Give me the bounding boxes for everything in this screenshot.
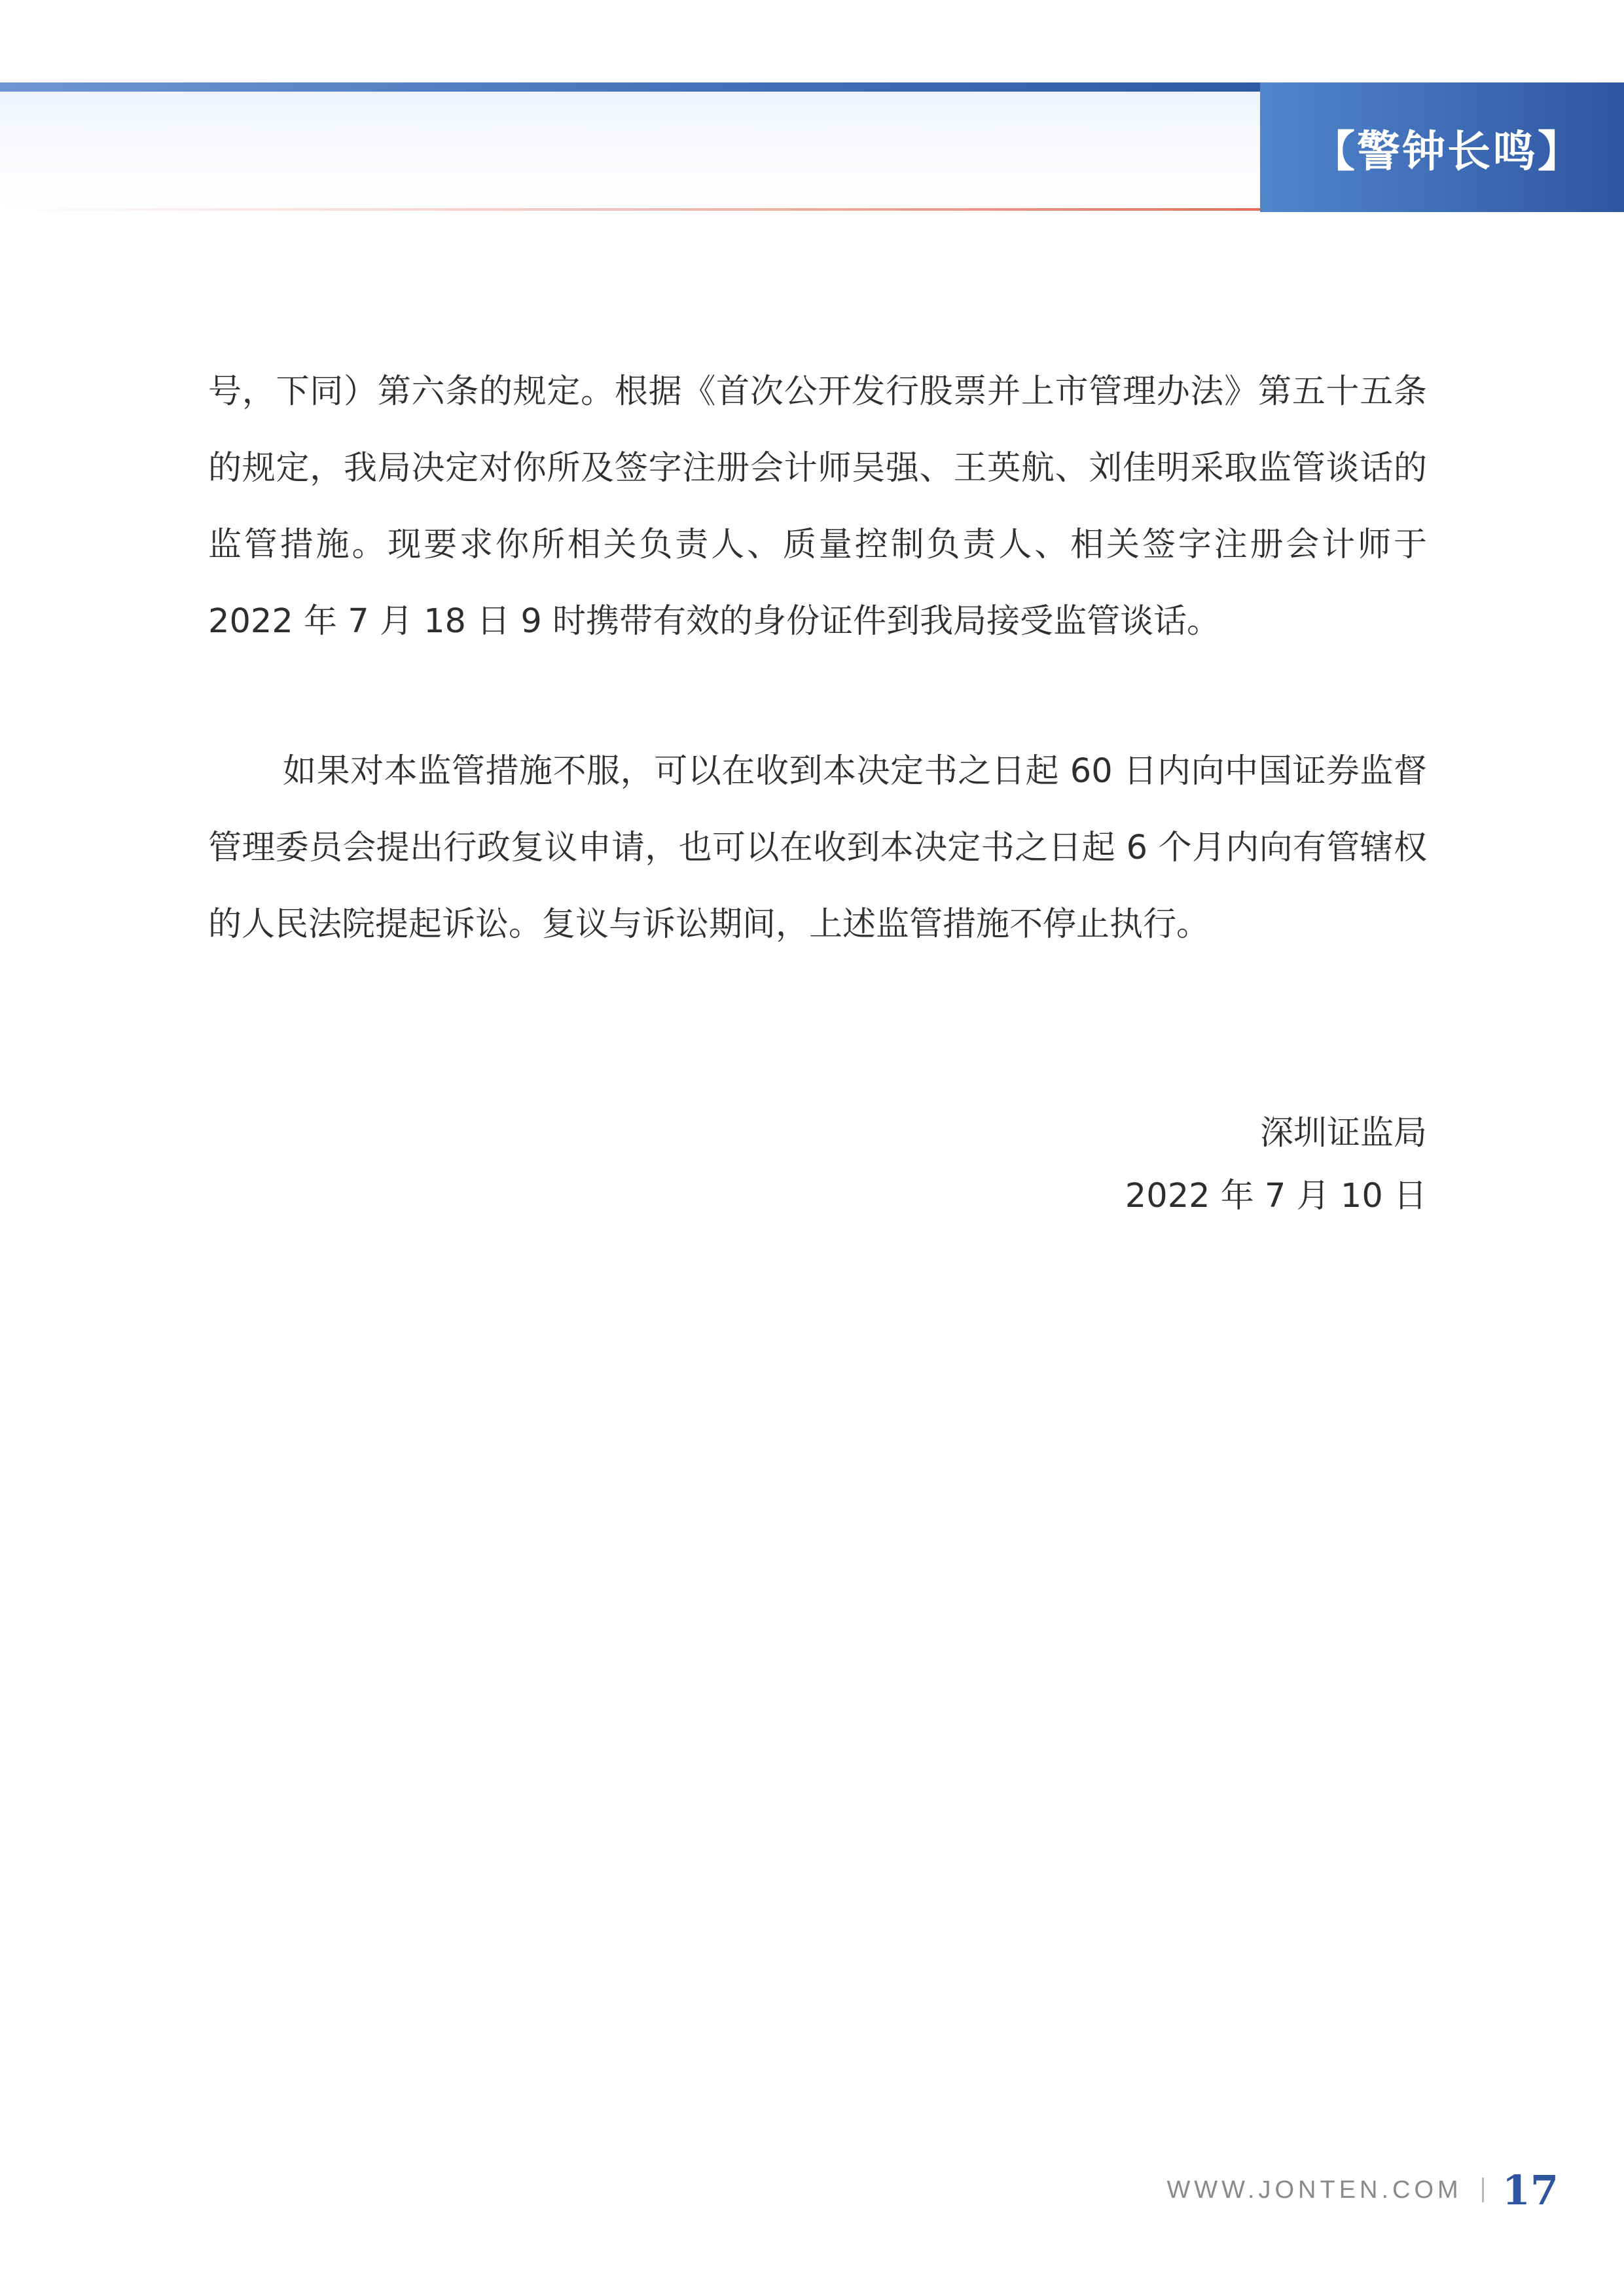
page-footer <box>1166 2157 1559 2223</box>
signature-block <box>1125 1102 1427 1228</box>
header-top-line <box>0 82 1260 92</box>
header-bottom-line <box>0 208 1260 211</box>
page-number: 17 <box>1502 2166 1559 2214</box>
document-body <box>208 353 1427 963</box>
issuer-name: 深圳证监局 <box>1259 1114 1427 1153</box>
paragraph-continued: 号，下同）第六条的规定。根据《首次公开发行股票并上市管理办法》第五十五条的规定，我局决定对你所及签字注册会计师吴强、王英航、刘佳明采取监管谈话的监管措施。现要求你所相关负责人、质量控制负责人、相关签字注册会计师于 2022 年 7 月 18 日 9 时携带有效的身份证件到我局接受监管谈话。 <box>208 372 1427 641</box>
issue-date: 2022 年 7 月 10 日 <box>1125 1177 1427 1215</box>
header-band <box>0 82 1260 212</box>
section-tag <box>1260 82 1624 212</box>
paragraph-appeal-notice: 如果对本监管措施不服，可以在收到本决定书之日起 60 日内向中国证券监督管理委员会提出行政复议申请，也可以在收到本决定书之日起 6 个月内向有管辖权的人民法院提起诉讼。复议与诉讼期间，上述监管措施不停止执行。 <box>208 752 1427 944</box>
section-tag-label: 【警钟长鸣】 <box>1312 125 1583 177</box>
footer-website: WWW.JONTEN.COM <box>1166 2176 1462 2204</box>
footer-divider <box>1482 2178 1484 2202</box>
